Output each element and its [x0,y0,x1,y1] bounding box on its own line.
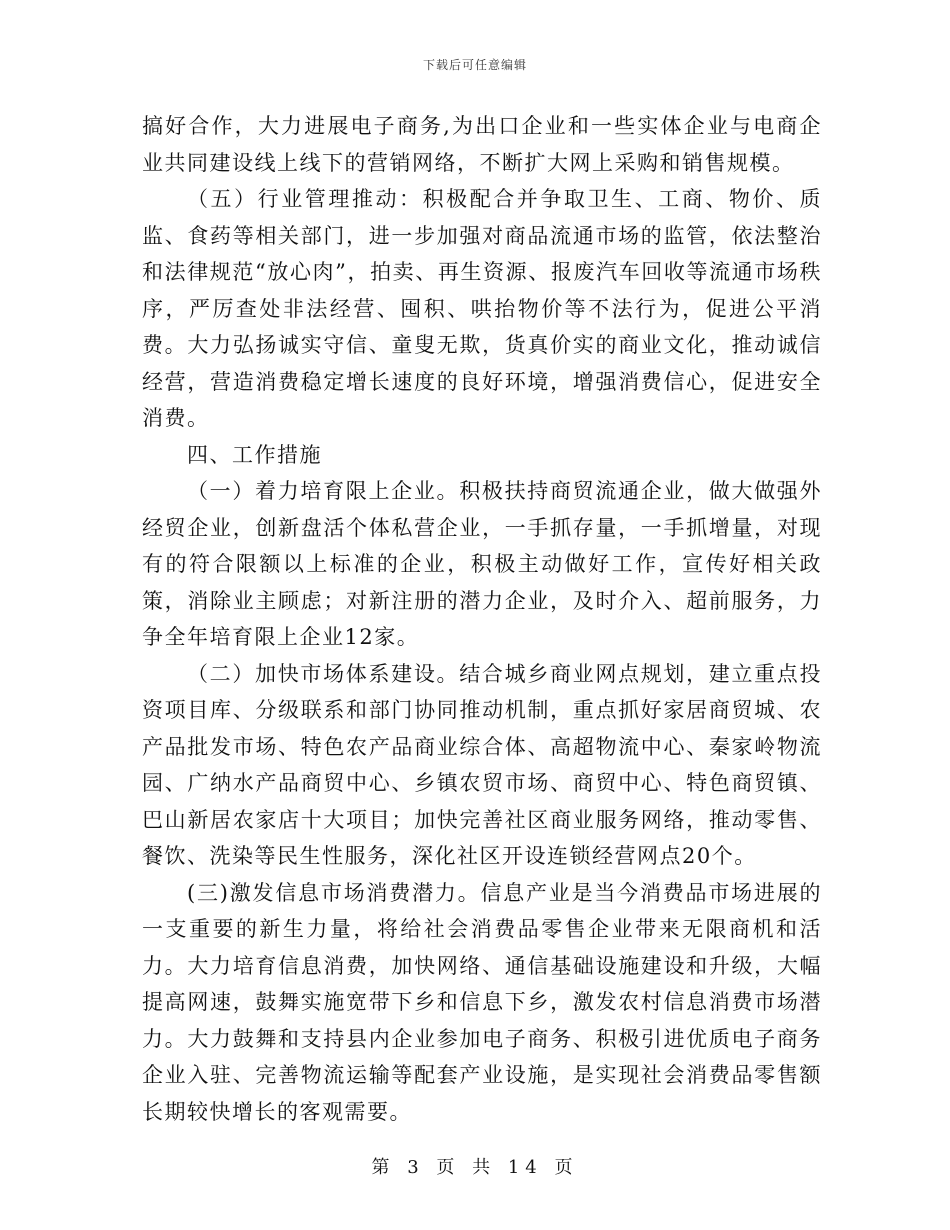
paragraph-industry-management: （五）行业管理推动：积极配合并争取卫生、工商、物价、质监、食药等相关部门，进一步加强对商品流通市场的监管，依法整治和法律规范“放心肉”，拍卖、再生资源、报废汽车回收等流通市场秩序，严厉查处非法经营、囤积、哄抬物价等不法行为，促进公平消费。大力弘扬诚实守信、童叟无欺，货真价实的商业文化，推动诚信经营，营造消费稳定增长速度的良好环境，增强消费信心，促进安全消费。 [142,187,822,430]
section-heading-work-measures: 四、工作措施 [187,442,322,467]
header-note: 下载后可任意编辑 [422,58,527,72]
paragraph-cultivate-enterprises: （一）着力培育限上企业。积极扶持商贸流通企业，做大做强外经贸企业，创新盘活个体私营企业，一手抓存量，一手抓增量，对现有的符合限额以上标准的企业，积极主动做好工作，宣传好相关政策，消除业主顾虑；对新注册的潜力企业，及时介入、超前服务，力争全年培育限上企业12家。 [142,479,822,649]
document-body [142,108,822,1130]
page-number-footer: 第 3 页 共 14 页 [371,1157,579,1178]
paragraph-continuation: 搞好合作，大力进展电子商务,为出口企业和一些实体企业与电商企业共同建设线上线下的营销网络，不断扩大网上采购和销售规模。 [142,114,822,175]
paragraph-information-consumption: (三)激发信息市场消费潜力。信息产业是当今消费品市场进展的一支重要的新生力量，将给社会消费品零售企业带来无限商机和活力。大力培育信息消费，加快网络、通信基础设施建设和升级，大幅提高网速，鼓舞实施宽带下乡和信息下乡，激发农村信息消费市场潜力。大力鼓舞和支持县内企业参加电子商务、积极引进优质电子商务企业入驻、完善物流运输等配套产业设施，是实现社会消费品零售额长期较快增长的客观需要。 [142,880,822,1124]
paragraph-market-system: （二）加快市场体系建设。结合城乡商业网点规划，建立重点投资项目库、分级联系和部门协同推动机制，重点抓好家居商贸城、农产品批发市场、特色农产品商业综合体、高超物流中心、秦家岭物流园、广纳水产品商贸中心、乡镇农贸市场、商贸中心、特色商贸镇、巴山新居农家店十大项目；加快完善社区商业服务网络，推动零售、餐饮、洗染等民生性服务，深化社区开设连锁经营网点20个。 [142,661,822,868]
